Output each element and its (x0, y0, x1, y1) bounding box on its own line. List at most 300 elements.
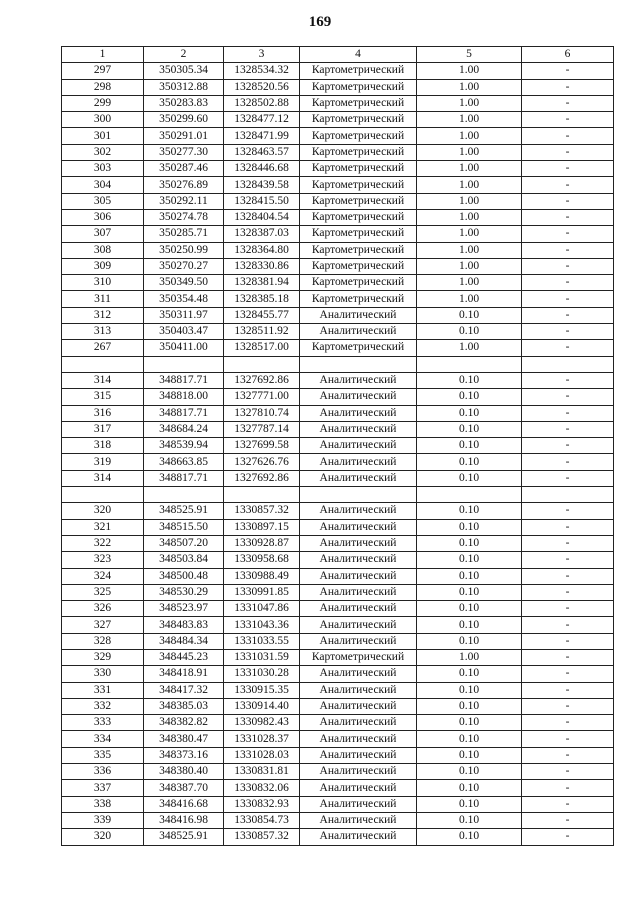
point-number-cell: 326 (62, 601, 144, 617)
y-coordinate-cell: 1330831.81 (224, 764, 300, 780)
x-coordinate-cell: 350312.88 (144, 79, 224, 95)
y-coordinate-cell: 1328404.54 (224, 209, 300, 225)
table-row (62, 242, 614, 258)
x-coordinate-cell: 350270.27 (144, 258, 224, 274)
point-number-cell: 316 (62, 405, 144, 421)
y-coordinate-cell: 1327787.14 (224, 421, 300, 437)
y-coordinate-cell: 1330832.06 (224, 780, 300, 796)
note-cell: - (522, 633, 614, 649)
point-number-cell: 317 (62, 421, 144, 437)
note-cell: - (522, 470, 614, 486)
point-number-cell: 315 (62, 389, 144, 405)
point-number-cell: 320 (62, 829, 144, 845)
accuracy-cell: 1.00 (417, 209, 522, 225)
table-row (62, 731, 614, 747)
note-cell: - (522, 764, 614, 780)
y-coordinate-cell: 1330982.43 (224, 715, 300, 731)
point-number-cell: 324 (62, 568, 144, 584)
y-coordinate-cell: 1331028.37 (224, 731, 300, 747)
note-cell: - (522, 438, 614, 454)
point-number-cell: 336 (62, 764, 144, 780)
note-cell: - (522, 193, 614, 209)
x-coordinate-cell: 348818.00 (144, 389, 224, 405)
y-coordinate-cell: 1327771.00 (224, 389, 300, 405)
note-cell: - (522, 258, 614, 274)
method-cell: Картометрический (300, 340, 417, 356)
method-cell: Аналитический (300, 633, 417, 649)
accuracy-cell: 1.00 (417, 95, 522, 111)
method-cell: Картометрический (300, 79, 417, 95)
point-number-cell: 339 (62, 812, 144, 828)
table-row (62, 128, 614, 144)
y-coordinate-cell: 1330897.15 (224, 519, 300, 535)
accuracy-cell: 1.00 (417, 226, 522, 242)
accuracy-cell (417, 356, 522, 372)
method-cell: Аналитический (300, 764, 417, 780)
y-coordinate-cell: 1328439.58 (224, 177, 300, 193)
table-row (62, 812, 614, 828)
table-row (62, 209, 614, 225)
point-number-cell: 314 (62, 470, 144, 486)
method-cell: Аналитический (300, 796, 417, 812)
table-row (62, 258, 614, 274)
accuracy-cell: 1.00 (417, 340, 522, 356)
method-cell: Аналитический (300, 519, 417, 535)
x-coordinate-cell: 350283.83 (144, 95, 224, 111)
accuracy-cell: 0.10 (417, 438, 522, 454)
table-row (62, 177, 614, 193)
accuracy-cell: 0.10 (417, 812, 522, 828)
x-coordinate-cell: 348418.91 (144, 666, 224, 682)
y-coordinate-cell: 1330988.49 (224, 568, 300, 584)
note-cell (522, 356, 614, 372)
x-coordinate-cell: 348416.68 (144, 796, 224, 812)
point-number-cell: 305 (62, 193, 144, 209)
y-coordinate-cell: 1328415.50 (224, 193, 300, 209)
note-cell: - (522, 372, 614, 388)
table-row (62, 698, 614, 714)
point-number-cell: 301 (62, 128, 144, 144)
accuracy-cell: 0.10 (417, 454, 522, 470)
y-coordinate-cell: 1328463.57 (224, 144, 300, 160)
note-cell: - (522, 731, 614, 747)
note-cell: - (522, 649, 614, 665)
point-number-cell: 310 (62, 275, 144, 291)
note-cell: - (522, 161, 614, 177)
accuracy-cell: 0.10 (417, 535, 522, 551)
accuracy-cell: 0.10 (417, 747, 522, 763)
method-cell: Аналитический (300, 715, 417, 731)
x-coordinate-cell: 348385.03 (144, 698, 224, 714)
point-number-cell: 297 (62, 63, 144, 79)
x-coordinate-cell: 348445.23 (144, 649, 224, 665)
note-cell: - (522, 324, 614, 340)
x-coordinate-cell: 348515.50 (144, 519, 224, 535)
method-cell: Аналитический (300, 829, 417, 845)
table-row (62, 161, 614, 177)
y-coordinate-cell: 1330958.68 (224, 552, 300, 568)
accuracy-cell: 1.00 (417, 144, 522, 160)
note-cell: - (522, 535, 614, 551)
y-coordinate-cell: 1328502.88 (224, 95, 300, 111)
accuracy-cell: 1.00 (417, 242, 522, 258)
table-row (62, 372, 614, 388)
method-cell: Аналитический (300, 601, 417, 617)
point-number-cell: 327 (62, 617, 144, 633)
x-coordinate-cell: 350285.71 (144, 226, 224, 242)
x-coordinate-cell: 348530.29 (144, 584, 224, 600)
note-cell: - (522, 242, 614, 258)
point-number-cell: 333 (62, 715, 144, 731)
x-coordinate-cell (144, 356, 224, 372)
table-row (62, 421, 614, 437)
y-coordinate-cell: 1331028.03 (224, 747, 300, 763)
note-cell: - (522, 519, 614, 535)
method-cell: Аналитический (300, 470, 417, 486)
method-cell: Картометрический (300, 649, 417, 665)
x-coordinate-cell: 350291.01 (144, 128, 224, 144)
accuracy-cell: 0.10 (417, 682, 522, 698)
method-cell: Картометрический (300, 161, 417, 177)
point-number-cell: 337 (62, 780, 144, 796)
table-row (62, 291, 614, 307)
point-number-cell: 322 (62, 535, 144, 551)
accuracy-cell: 1.00 (417, 177, 522, 193)
x-coordinate-cell: 348373.16 (144, 747, 224, 763)
accuracy-cell: 0.10 (417, 389, 522, 405)
point-number-cell: 318 (62, 438, 144, 454)
method-cell: Аналитический (300, 812, 417, 828)
note-cell: - (522, 405, 614, 421)
y-coordinate-cell: 1328471.99 (224, 128, 300, 144)
x-coordinate-cell: 348684.24 (144, 421, 224, 437)
y-coordinate-cell: 1331047.86 (224, 601, 300, 617)
accuracy-cell: 0.10 (417, 568, 522, 584)
method-cell: Картометрический (300, 177, 417, 193)
table-row (62, 454, 614, 470)
table-row (62, 666, 614, 682)
note-cell: - (522, 568, 614, 584)
method-cell: Аналитический (300, 568, 417, 584)
x-coordinate-cell: 348523.97 (144, 601, 224, 617)
accuracy-cell: 0.10 (417, 519, 522, 535)
x-coordinate-cell: 350403.47 (144, 324, 224, 340)
note-cell: - (522, 682, 614, 698)
note-cell: - (522, 144, 614, 160)
accuracy-cell: 0.10 (417, 780, 522, 796)
point-number-cell: 308 (62, 242, 144, 258)
y-coordinate-cell: 1327699.58 (224, 438, 300, 454)
note-cell: - (522, 291, 614, 307)
point-number-cell: 319 (62, 454, 144, 470)
column-header-4: 4 (300, 47, 417, 63)
column-header-6: 6 (522, 47, 614, 63)
x-coordinate-cell: 348525.91 (144, 829, 224, 845)
table-row (62, 438, 614, 454)
table-row (62, 682, 614, 698)
table-row (62, 780, 614, 796)
table-row (62, 112, 614, 128)
table-row (62, 226, 614, 242)
x-coordinate-cell: 348387.70 (144, 780, 224, 796)
x-coordinate-cell: 350276.89 (144, 177, 224, 193)
accuracy-cell: 0.10 (417, 698, 522, 714)
y-coordinate-cell: 1330832.93 (224, 796, 300, 812)
point-number-cell: 320 (62, 503, 144, 519)
table-row (62, 405, 614, 421)
accuracy-cell: 0.10 (417, 715, 522, 731)
method-cell: Аналитический (300, 503, 417, 519)
y-coordinate-cell: 1330915.35 (224, 682, 300, 698)
note-cell: - (522, 584, 614, 600)
table-row (62, 829, 614, 845)
accuracy-cell: 0.10 (417, 666, 522, 682)
note-cell: - (522, 601, 614, 617)
x-coordinate-cell: 348663.85 (144, 454, 224, 470)
note-cell: - (522, 307, 614, 323)
method-cell (300, 487, 417, 503)
point-number-cell: 312 (62, 307, 144, 323)
table-row (62, 519, 614, 535)
y-coordinate-cell: 1328330.86 (224, 258, 300, 274)
x-coordinate-cell: 348483.83 (144, 617, 224, 633)
accuracy-cell: 1.00 (417, 161, 522, 177)
accuracy-cell: 1.00 (417, 275, 522, 291)
point-number-cell: 329 (62, 649, 144, 665)
note-cell: - (522, 829, 614, 845)
point-number-cell: 331 (62, 682, 144, 698)
table-row (62, 470, 614, 486)
method-cell: Картометрический (300, 144, 417, 160)
table-row (62, 275, 614, 291)
point-number-cell: 335 (62, 747, 144, 763)
method-cell: Аналитический (300, 617, 417, 633)
accuracy-cell: 1.00 (417, 649, 522, 665)
y-coordinate-cell: 1330857.32 (224, 829, 300, 845)
point-number-cell: 330 (62, 666, 144, 682)
y-coordinate-cell: 1328385.18 (224, 291, 300, 307)
y-coordinate-cell (224, 356, 300, 372)
method-cell: Аналитический (300, 324, 417, 340)
note-cell: - (522, 421, 614, 437)
method-cell: Аналитический (300, 731, 417, 747)
point-number-cell: 311 (62, 291, 144, 307)
note-cell: - (522, 454, 614, 470)
accuracy-cell: 0.10 (417, 421, 522, 437)
y-coordinate-cell: 1328517.00 (224, 340, 300, 356)
coordinates-table (61, 46, 614, 846)
method-cell: Картометрический (300, 95, 417, 111)
table-row (62, 649, 614, 665)
method-cell (300, 356, 417, 372)
y-coordinate-cell: 1330857.32 (224, 503, 300, 519)
method-cell: Картометрический (300, 209, 417, 225)
note-cell: - (522, 177, 614, 193)
method-cell: Аналитический (300, 666, 417, 682)
method-cell: Аналитический (300, 438, 417, 454)
point-number-cell: 328 (62, 633, 144, 649)
method-cell: Аналитический (300, 454, 417, 470)
page-number: 169 (308, 14, 332, 30)
x-coordinate-cell: 350292.11 (144, 193, 224, 209)
method-cell: Картометрический (300, 275, 417, 291)
x-coordinate-cell: 350354.48 (144, 291, 224, 307)
y-coordinate-cell: 1328381.94 (224, 275, 300, 291)
x-coordinate-cell: 348500.48 (144, 568, 224, 584)
point-number-cell: 313 (62, 324, 144, 340)
x-coordinate-cell: 348380.47 (144, 731, 224, 747)
x-coordinate-cell: 348416.98 (144, 812, 224, 828)
y-coordinate-cell: 1331030.28 (224, 666, 300, 682)
note-cell: - (522, 389, 614, 405)
accuracy-cell: 1.00 (417, 63, 522, 79)
x-coordinate-cell: 348380.40 (144, 764, 224, 780)
point-number-cell: 338 (62, 796, 144, 812)
method-cell: Аналитический (300, 682, 417, 698)
method-cell: Аналитический (300, 421, 417, 437)
x-coordinate-cell: 348817.71 (144, 470, 224, 486)
x-coordinate-cell: 348484.34 (144, 633, 224, 649)
method-cell: Аналитический (300, 552, 417, 568)
accuracy-cell: 0.10 (417, 796, 522, 812)
y-coordinate-cell: 1328477.12 (224, 112, 300, 128)
y-coordinate-cell: 1331043.36 (224, 617, 300, 633)
note-cell: - (522, 503, 614, 519)
y-coordinate-cell: 1328364.80 (224, 242, 300, 258)
y-coordinate-cell: 1330914.40 (224, 698, 300, 714)
method-cell: Аналитический (300, 780, 417, 796)
y-coordinate-cell (224, 487, 300, 503)
method-cell: Аналитический (300, 747, 417, 763)
point-number-cell: 332 (62, 698, 144, 714)
method-cell: Картометрический (300, 112, 417, 128)
accuracy-cell: 0.10 (417, 503, 522, 519)
x-coordinate-cell: 350274.78 (144, 209, 224, 225)
note-cell: - (522, 796, 614, 812)
point-number-cell: 304 (62, 177, 144, 193)
y-coordinate-cell: 1327692.86 (224, 470, 300, 486)
x-coordinate-cell: 350287.46 (144, 161, 224, 177)
table-row (62, 617, 614, 633)
method-cell: Аналитический (300, 389, 417, 405)
x-coordinate-cell: 348503.84 (144, 552, 224, 568)
accuracy-cell: 0.10 (417, 617, 522, 633)
accuracy-cell: 1.00 (417, 79, 522, 95)
x-coordinate-cell: 350305.34 (144, 63, 224, 79)
column-header-1: 1 (62, 47, 144, 63)
table-row (62, 633, 614, 649)
method-cell: Картометрический (300, 291, 417, 307)
table-header-row (62, 47, 614, 63)
note-cell: - (522, 715, 614, 731)
table-separator-row (62, 356, 614, 372)
note-cell: - (522, 698, 614, 714)
point-number-cell (62, 356, 144, 372)
method-cell: Аналитический (300, 405, 417, 421)
accuracy-cell: 0.10 (417, 552, 522, 568)
note-cell: - (522, 275, 614, 291)
x-coordinate-cell: 348525.91 (144, 503, 224, 519)
table-row (62, 144, 614, 160)
point-number-cell: 267 (62, 340, 144, 356)
note-cell: - (522, 79, 614, 95)
method-cell: Картометрический (300, 242, 417, 258)
method-cell: Аналитический (300, 372, 417, 388)
note-cell: - (522, 209, 614, 225)
table-row (62, 584, 614, 600)
column-header-3: 3 (224, 47, 300, 63)
y-coordinate-cell: 1331033.55 (224, 633, 300, 649)
note-cell: - (522, 617, 614, 633)
method-cell: Аналитический (300, 535, 417, 551)
point-number-cell: 323 (62, 552, 144, 568)
note-cell: - (522, 226, 614, 242)
accuracy-cell: 0.10 (417, 731, 522, 747)
x-coordinate-cell (144, 487, 224, 503)
y-coordinate-cell: 1328455.77 (224, 307, 300, 323)
y-coordinate-cell: 1328511.92 (224, 324, 300, 340)
note-cell: - (522, 95, 614, 111)
point-number-cell: 334 (62, 731, 144, 747)
table-row (62, 307, 614, 323)
accuracy-cell (417, 487, 522, 503)
x-coordinate-cell: 348417.32 (144, 682, 224, 698)
table-row (62, 552, 614, 568)
accuracy-cell: 1.00 (417, 291, 522, 307)
accuracy-cell: 0.10 (417, 324, 522, 340)
y-coordinate-cell: 1327810.74 (224, 405, 300, 421)
x-coordinate-cell: 348507.20 (144, 535, 224, 551)
accuracy-cell: 0.10 (417, 372, 522, 388)
note-cell: - (522, 666, 614, 682)
point-number-cell: 299 (62, 95, 144, 111)
accuracy-cell: 0.10 (417, 307, 522, 323)
x-coordinate-cell: 348539.94 (144, 438, 224, 454)
table-row (62, 193, 614, 209)
x-coordinate-cell: 348817.71 (144, 372, 224, 388)
method-cell: Картометрический (300, 193, 417, 209)
accuracy-cell: 0.10 (417, 470, 522, 486)
method-cell: Картометрический (300, 226, 417, 242)
table-row (62, 764, 614, 780)
y-coordinate-cell: 1330854.73 (224, 812, 300, 828)
table-row (62, 747, 614, 763)
accuracy-cell: 0.10 (417, 633, 522, 649)
table-row (62, 79, 614, 95)
y-coordinate-cell: 1328534.32 (224, 63, 300, 79)
table-row (62, 63, 614, 79)
column-header-5: 5 (417, 47, 522, 63)
point-number-cell: 303 (62, 161, 144, 177)
accuracy-cell: 1.00 (417, 128, 522, 144)
point-number-cell (62, 487, 144, 503)
accuracy-cell: 0.10 (417, 829, 522, 845)
table-separator-row (62, 487, 614, 503)
point-number-cell: 300 (62, 112, 144, 128)
method-cell: Картометрический (300, 258, 417, 274)
accuracy-cell: 1.00 (417, 112, 522, 128)
accuracy-cell: 0.10 (417, 764, 522, 780)
point-number-cell: 325 (62, 584, 144, 600)
y-coordinate-cell: 1328446.68 (224, 161, 300, 177)
point-number-cell: 298 (62, 79, 144, 95)
x-coordinate-cell: 350277.30 (144, 144, 224, 160)
method-cell: Аналитический (300, 698, 417, 714)
y-coordinate-cell: 1328387.03 (224, 226, 300, 242)
table-body (62, 63, 614, 845)
x-coordinate-cell: 350299.60 (144, 112, 224, 128)
point-number-cell: 309 (62, 258, 144, 274)
